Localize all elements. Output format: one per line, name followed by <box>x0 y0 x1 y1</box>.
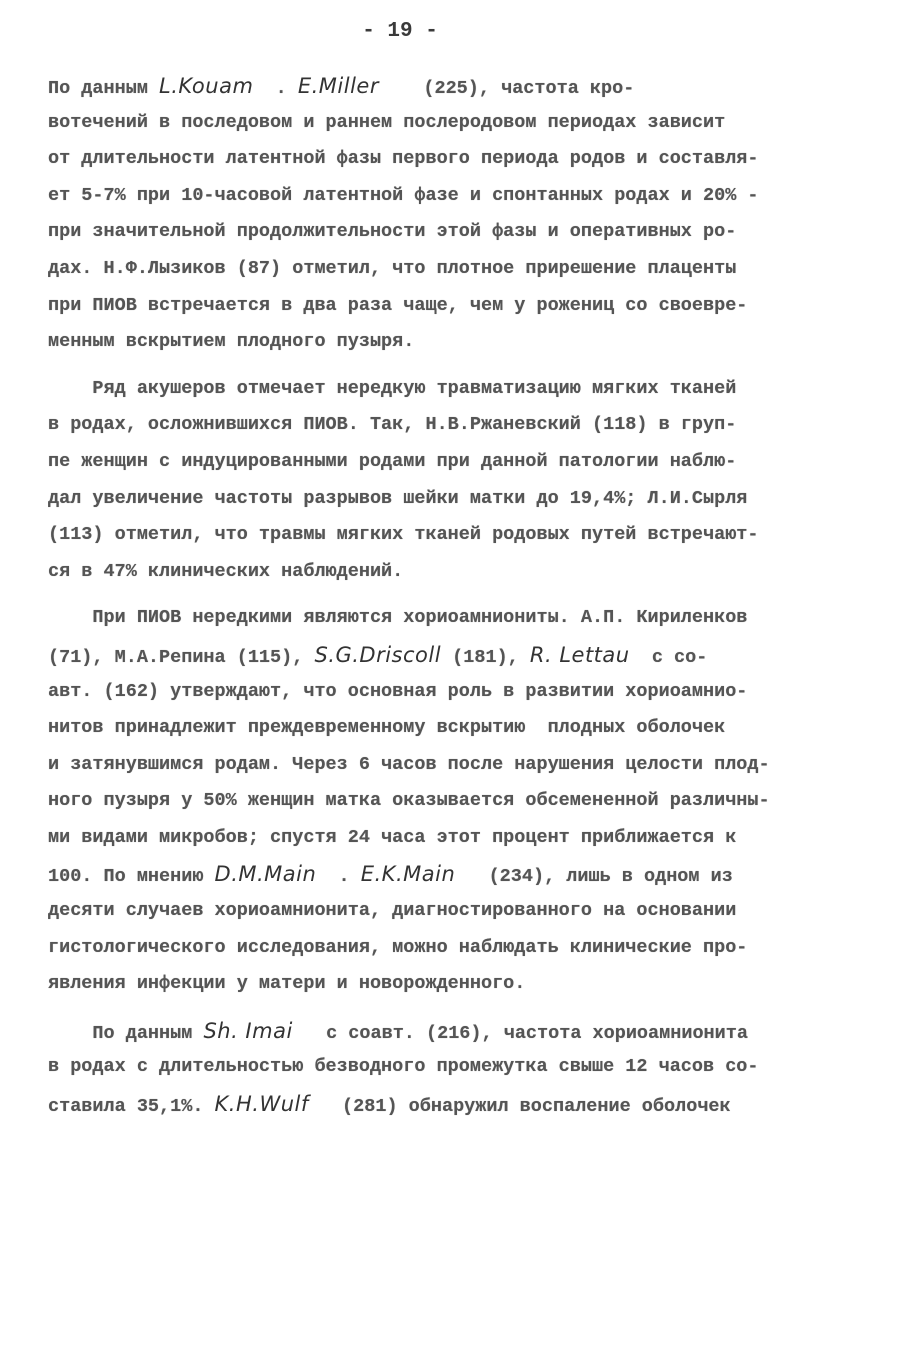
text-line <box>48 371 860 408</box>
typed-text: нитов принадлежит преждевременному вскрытию плодных оболочек <box>48 717 726 739</box>
typed-text: явления инфекции у матери и новорожденного. <box>48 973 526 995</box>
paragraph-gap <box>48 1003 860 1013</box>
typed-text: гистологического исследования, можно наблюдать клинические про- <box>48 936 748 958</box>
text-line <box>48 600 860 637</box>
typed-text: (281) обнаружил воспаление оболочек <box>308 1096 731 1118</box>
typed-text: вотечений в последовом и раннем послеродовом периодах зависит <box>48 111 726 133</box>
text-line <box>48 747 860 784</box>
paragraph <box>48 1013 860 1123</box>
handwritten-author-name: Sh. Imai <box>203 1018 293 1043</box>
handwritten-author-name: S.G.Driscoll <box>314 642 442 667</box>
text-line <box>48 710 860 747</box>
typed-text: ми видами микробов; спустя 24 часа этот процент приближается к <box>48 826 737 848</box>
typed-text: (225), частота кро- <box>378 78 635 99</box>
handwritten-author-name: E.Miller <box>297 74 379 98</box>
typed-text: Ряд акушеров отмечает нередкую травматизацию мягких тканей <box>48 377 737 399</box>
text-line <box>48 674 860 711</box>
typed-text: десяти случаев хориоамнионита, диагностированного на основании <box>48 900 737 922</box>
typed-text: (71), М.А.Репина (115), <box>48 646 315 668</box>
text-line <box>48 637 860 674</box>
text-line <box>48 105 860 142</box>
typed-text: дал увеличение частоты разрывов шейки матки до 19,4%; Л.И.Сырля <box>48 487 748 509</box>
typed-text: при ПИОВ встречается в два раза чаще, чем у рожениц со своевре- <box>48 294 748 316</box>
typed-text: ставила 35,1%. <box>48 1096 215 1118</box>
typed-text: в родах с длительностью безводного промежутка свыше 12 часов со- <box>48 1056 759 1078</box>
typed-text: По данным <box>48 78 160 99</box>
text-line <box>48 554 860 591</box>
text-line <box>48 1013 860 1050</box>
text-line <box>48 1086 860 1123</box>
text-line <box>48 1049 860 1086</box>
paragraph-gap <box>48 590 860 600</box>
text-line <box>48 783 860 820</box>
text-line <box>48 251 860 288</box>
typed-text: и затянувшимся родам. Через 6 часов после нарушения целости плод- <box>48 753 770 775</box>
paragraph <box>48 68 860 361</box>
text-line <box>48 517 860 554</box>
typed-text: авт. (162) утверждают, что основная роль в развитии хориоамнио- <box>48 680 748 702</box>
typed-text: . <box>253 78 298 99</box>
typed-text: в родах, осложнившихся ПИОВ. Так, Н.В.Ржаневский (118) в груп- <box>48 414 737 436</box>
text-line <box>48 407 860 444</box>
paragraph-gap <box>48 361 860 371</box>
typed-text: ся в 47% клинических наблюдений. <box>48 560 404 582</box>
text-line <box>48 141 860 178</box>
text-line <box>48 893 860 930</box>
text-line <box>48 820 860 857</box>
typed-text: (181), <box>441 646 530 668</box>
text-line <box>48 966 860 1003</box>
text-line <box>48 178 860 215</box>
typed-text: (113) отметил, что травмы мягких тканей родовых путей встречают- <box>48 524 759 546</box>
text-line <box>48 444 860 481</box>
typed-text: . <box>316 866 361 888</box>
text-line <box>48 930 860 967</box>
typed-text: с соавт. (216), частота хориоамнионита <box>292 1022 748 1044</box>
text-line <box>48 214 860 251</box>
typed-text: (234), лишь в одном из <box>455 866 733 888</box>
text-line <box>48 481 860 518</box>
typed-text: с со- <box>629 646 708 668</box>
typed-text: дах. Н.Ф.Лызиков (87) отметил, что плотное прирешение плаценты <box>48 257 737 279</box>
handwritten-author-name: R. Lettau <box>529 642 630 667</box>
typed-text: пе женщин с индуцированными родами при данной патологии наблю- <box>48 450 737 472</box>
text-line <box>48 288 860 325</box>
typed-text: ет 5-7% при 10-часовой латентной фазе и спонтанных родах и 20% - <box>48 184 759 206</box>
text-line <box>48 68 860 105</box>
page-number: - 19 - <box>362 20 438 43</box>
typed-text: при значительной продолжительности этой фазы и оперативных ро- <box>48 221 737 243</box>
handwritten-author-name: D.M.Main <box>214 862 317 887</box>
paragraph <box>48 371 860 591</box>
handwritten-author-name: L.Kouam <box>159 74 254 98</box>
typed-text: менным вскрытием плодного пузыря. <box>48 331 415 353</box>
paragraph <box>48 600 860 1003</box>
typed-text: При ПИОВ нередкими являются хориоамниониты. А.П. Кириленков <box>48 607 748 629</box>
document-body <box>48 68 860 1123</box>
typed-text: По данным <box>48 1022 204 1044</box>
handwritten-author-name: K.H.Wulf <box>214 1092 309 1117</box>
text-line <box>48 324 860 361</box>
typed-text: ного пузыря у 50% женщин матка оказывается обсемененной различны- <box>48 790 770 812</box>
handwritten-author-name: E.K.Main <box>360 862 456 887</box>
text-line <box>48 856 860 893</box>
typed-text: 100. По мнению <box>48 866 215 888</box>
typed-text: от длительности латентной фазы первого периода родов и составля- <box>48 148 759 170</box>
